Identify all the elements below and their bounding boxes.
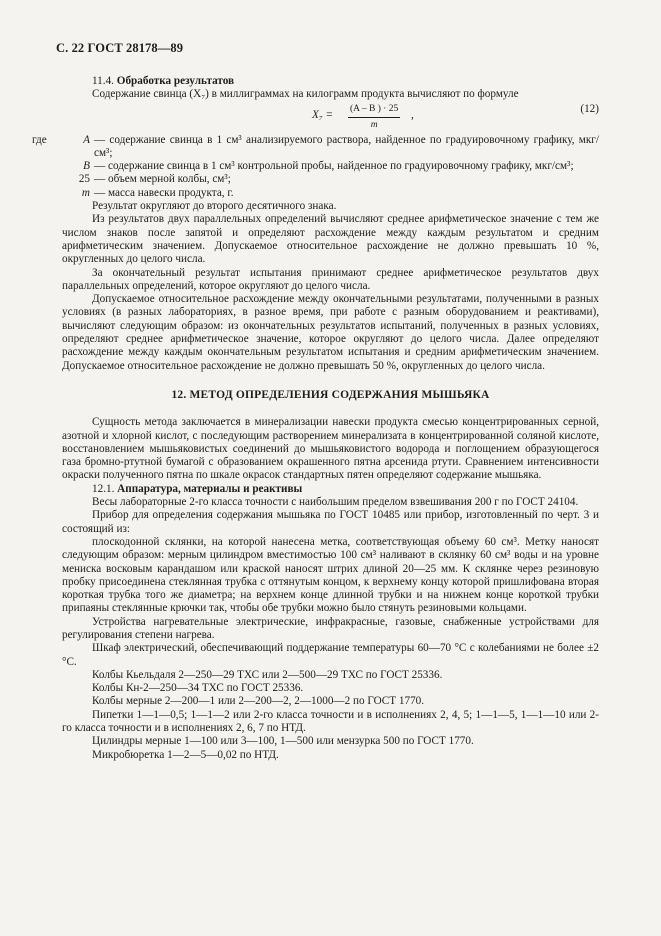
formula-number: (12) xyxy=(580,102,599,115)
list-item: Пипетки 1—1—0,5; 1—1—2 или 2-го класса точности и в исполнениях 2, 4, 5; 1—1—5, 1—1—10 или 2-го класса точности и в исполнениях 2, 6, 7 по НТД. xyxy=(62,708,599,735)
definition-symbol: B xyxy=(83,160,90,173)
paragraph: За окончательный результат испытания принимают среднее арифметическое результатов двух параллельных определений, которое округляют до целого числа. xyxy=(62,266,599,292)
text-column xyxy=(32,75,599,762)
list-item: Шкаф электрический, обеспечивающий поддержание температуры 60—70 °C с колебаниями не более ±2 °C. xyxy=(62,642,599,668)
list-item: Весы лабораторные 2-го класса точности с наибольшим пределом взвешивания 200 г по ГОСТ 24104. xyxy=(92,496,579,509)
section-number: 12.1. xyxy=(92,482,115,495)
list-item: Устройства нагревательные электрические, инфракрасные, газовые, снабженные устройствами для регулирования степени нагрева. xyxy=(62,615,599,641)
definition-text: — масса навески продукта, г. xyxy=(94,186,234,199)
section-12-1-heading xyxy=(62,483,599,496)
definition-symbol: 25 xyxy=(78,173,90,186)
section-title: Аппаратура, материалы и реактивы xyxy=(117,482,303,495)
list-item: Цилиндры мерные 1—100 или 3—100, 1—500 или мензурка 500 по ГОСТ 1770. xyxy=(92,735,474,748)
definition-row xyxy=(32,134,599,161)
paragraph: Из результатов двух параллельных определений вычисляют среднее арифметическое значение с тем же числом знаков после запятой и определяют расхождение между каждым результатом и средним арифметическим значением. Допускаемое относительное расхождение не должно превышать 10 %, округленных до целого числа. xyxy=(62,213,599,266)
list-item: Колбы Кьельдаля 2—250—29 ТХС или 2—500—29 ТХС по ГОСТ 25336. xyxy=(92,668,443,681)
definition-text: — содержание свинца в 1 см³ анализируемого раствора, найденное по градуировочному графику, мкг/см³; xyxy=(94,133,599,159)
list-item: Колбы Кн-2—250—34 ТХС по ГОСТ 25336. xyxy=(92,682,304,695)
formula-12 xyxy=(62,103,599,131)
section-12-title: 12. МЕТОД ОПРЕДЕЛЕНИЯ СОДЕРЖАНИЯ МЫШЬЯКА xyxy=(171,388,490,401)
where-label: где xyxy=(32,133,47,146)
definition-symbol: m xyxy=(81,186,90,199)
paragraph: Допускаемое относительное расхождение между окончательными результатами, полученными в разных условиях (в разных лабораториях, в разное время, при работе с разным оборудованием и реактивами), вычисляют следующим образом: из окончательных результатов испытаний, полученных в разных условиях, определяют среднее арифметическое значение, которое округляют до целого числа. Далее определяют расхождение между каждым окончательным результатом испытания и средним арифметическим значением. Допускаемое относительное расхождение не должно превышать 50 %, округленных до целого числа. xyxy=(62,293,599,372)
section-title: Обработка результатов xyxy=(116,75,235,87)
formula-lhs: X₇ = xyxy=(312,108,334,121)
list-item: плоскодонной склянки, на которой нанесена метка, соответствующая объему 60 см³. Метку наносят следующим образом: мерным цилиндром вместимостью 100 см³ наливают в склянку 60 см³ воды и на уровне мениска восковым карандашом или краской наносят штрих длиной 20—25 мм. К склянке через резиновую пробку присоединена стеклянная трубка с оттянутым концом, к верхнему концу которой пришлифована вторая короткая трубка того же диаметра; на верхнем конце длинной трубки и на нижнем конце короткой трубки припаяны стеклянные крючки так, чтобы обе трубки можно было стянуть резиновыми кольцами. xyxy=(62,535,599,615)
paragraph: Сущность метода заключается в минерализации навески продукта смесью концентрированных серной, азотной и хлорной кислот, с последующим растворением минерализата в концентрированной соляной кислоте, восстановлением мышьяковистых соединений до мышьяковистого водорода и поглощением образующегося газа бромно-ртутной бумагой с образованием окрашенного пятна арсенида ртути. Сравнением интенсивности окраски полученного пятна по шкале окрасок стандартных пятен определяют содержание мышьяка. xyxy=(62,416,599,482)
definition-row xyxy=(32,187,599,200)
formula-tail: , xyxy=(411,108,414,121)
definition-row xyxy=(32,160,599,173)
page-header: С. 22 ГОСТ 28178—89 xyxy=(56,41,184,55)
formula-intro: Содержание свинца (X₇) в миллиграммах на килограмм продукта вычисляют по формуле xyxy=(92,88,519,101)
formula-fraction xyxy=(348,103,400,133)
paragraph: Результат округляют до второго десятичного знака. xyxy=(92,200,337,213)
section-number: 11.4. xyxy=(92,75,114,87)
section-11-4-heading xyxy=(62,75,599,88)
definition-symbol: A xyxy=(83,133,90,146)
list-item: Прибор для определения содержания мышьяка по ГОСТ 10485 или прибор, изготовленный по черт. 3 и состоящий из: xyxy=(62,509,599,535)
formula-numerator: (A – B ) · 25 xyxy=(348,103,400,118)
formula-denominator: m xyxy=(370,119,378,130)
definition-text: — содержание свинца в 1 см³ контрольной пробы, найденное по градуировочному графику, мкг/см³; xyxy=(94,160,574,173)
list-item: Колбы мерные 2—200—1 или 2—200—2, 2—1000—2 по ГОСТ 1770. xyxy=(92,695,425,708)
definition-row xyxy=(32,173,599,186)
list-item: Микробюретка 1—2—5—0,02 по НТД. xyxy=(92,748,279,761)
definition-text: — объем мерной колбы, см³; xyxy=(94,173,231,186)
